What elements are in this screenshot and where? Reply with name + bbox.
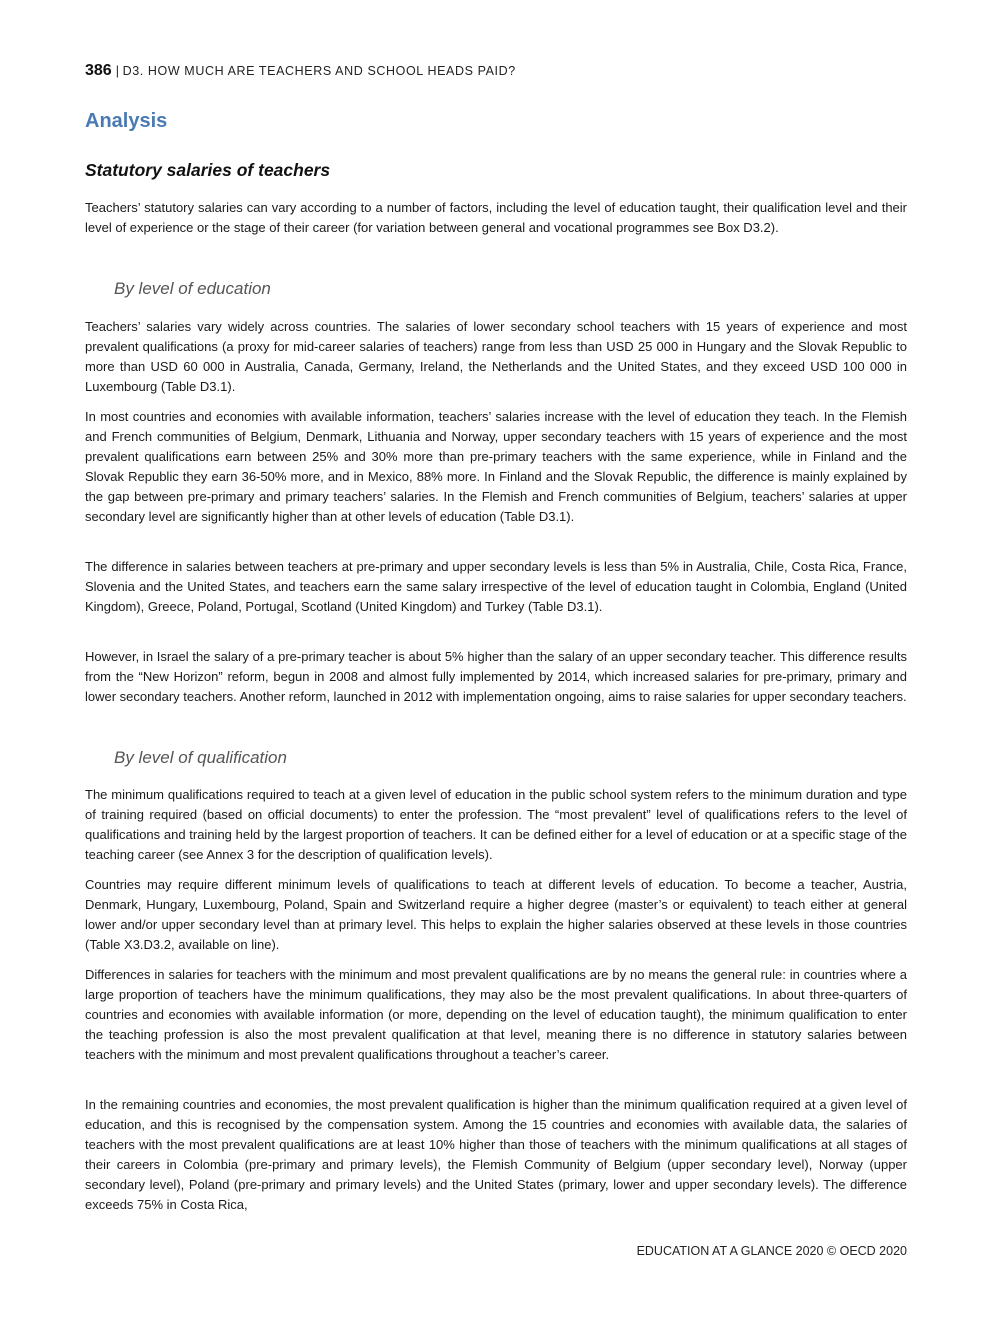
- heading-by-level-of-qualification: By level of qualification: [114, 748, 287, 767]
- qualification-paragraph-4: In the remaining countries and economies, the most prevalent qualification is higher than the minimum qualification required at a given level of education, and this is recognised by the compensation system. Among the 15 countries and economies with available data, the salaries of teachers with the most prevalent qualifications are at least 10% higher than those of teachers with the minimum qualifications at all stages of their careers in Colombia (pre-primary and primary levels), the Flemish Community of Belgium (upper secondary level), Norway (upper secondary level), Poland (pre-primary and primary levels) and the United States (primary, lower and upper secondary levels). The difference exceeds 75% in Costa Rica,: [85, 1097, 907, 1212]
- subsection-title: Statutory salaries of teachers: [85, 160, 331, 180]
- qualification-paragraph-1: The minimum qualifications required to teach at a given level of education in the public school system refers to the minimum duration and type of training required (based on official documents) to enter the profession. The “most prevalent” level of qualifications refers to the level of qualifications and training held by the largest proportion of teachers. It can be defined either for a level of education or at a specific stage of the teaching career (see Annex 3 for the description of qualification levels).: [85, 787, 907, 862]
- education-paragraph-1: Teachers’ salaries vary widely across countries. The salaries of lower secondary school teachers with 15 years of experience and most prevalent qualifications (a proxy for mid-career salaries of teachers) range from less than USD 25 000 in Hungary and the Slovak Republic to more than USD 60 000 in Australia, Canada, Germany, Ireland, the Netherlands and the United States, and they exceed USD 100 000 in Luxembourg (Table D3.1).: [85, 319, 907, 394]
- section-title: Analysis: [85, 110, 168, 132]
- education-paragraph-4: However, in Israel the salary of a pre-primary teacher is about 5% higher than the salary of an upper secondary teacher. This difference results from the “New Horizon” reform, begun in 2008 and almost fully implemented by 2014, which increased salaries for pre-primary, primary and lower secondary teachers. Another reform, launched in 2012 with implementation ongoing, aims to raise salaries for upper secondary teachers.: [85, 649, 907, 704]
- heading-by-level-of-education: By level of education: [114, 279, 271, 298]
- page-number: 386: [85, 62, 112, 79]
- intro-paragraph: Teachers’ statutory salaries can vary according to a number of factors, including the level of education taught, their qualification level and their level of experience or the stage of their career (for variation between general and vocational programmes see Box D3.2).: [85, 200, 907, 235]
- running-header: [85, 62, 516, 80]
- page-footer: EDUCATION AT A GLANCE 2020 © OECD 2020: [636, 1244, 907, 1258]
- header-separator: |: [115, 64, 120, 78]
- education-paragraph-3: The difference in salaries between teachers at pre-primary and upper secondary levels is less than 5% in Australia, Chile, Costa Rica, France, Slovenia and the United States, and teachers earn the same salary irrespective of the level of education taught in Colombia, England (United Kingdom), Greece, Poland, Portugal, Scotland (United Kingdom) and Turkey (Table D3.1).: [85, 559, 907, 614]
- qualification-paragraph-3: Differences in salaries for teachers with the minimum and most prevalent qualifications are by no means the general rule: in countries where a large proportion of teachers have the minimum qualifications, they may also be the most prevalent qualifications. In about three-quarters of countries and economies with available information (or more, depending on the level of education taught), the minimum qualification to enter the teaching profession is also the most prevalent qualification at that level, meaning there is no difference in statutory salaries between teachers with the minimum and most prevalent qualifications throughout a teacher’s career.: [85, 967, 907, 1062]
- qualification-paragraph-2: Countries may require different minimum levels of qualifications to teach at different levels of education. To become a teacher, Austria, Denmark, Hungary, Luxembourg, Poland, Spain and Switzerland require a higher degree (master’s or equivalent) to teach either at general lower and/or upper secondary level than at primary level. This helps to explain the higher salaries observed at these levels in those countries (Table X3.D3.2, available on line).: [85, 877, 907, 952]
- education-paragraph-2: In most countries and economies with available information, teachers’ salaries increase with the level of education they teach. In the Flemish and French communities of Belgium, Denmark, Lithuania and Norway, upper secondary teachers with 15 years of experience and the most prevalent qualifications earn between 25% and 30% more than pre-primary teachers with the same experience, while in Finland and the Slovak Republic they earn 36-50% more, and in Mexico, 88% more. In Finland and the Slovak Republic, the difference is mainly explained by the gap between pre-primary and primary teachers’ salaries. In the Flemish and French communities of Belgium, teachers’ salaries at upper secondary level are significantly higher than at other levels of education (Table D3.1).: [85, 409, 907, 524]
- chapter-title: D3. HOW MUCH ARE TEACHERS AND SCHOOL HEADS PAID?: [122, 64, 516, 78]
